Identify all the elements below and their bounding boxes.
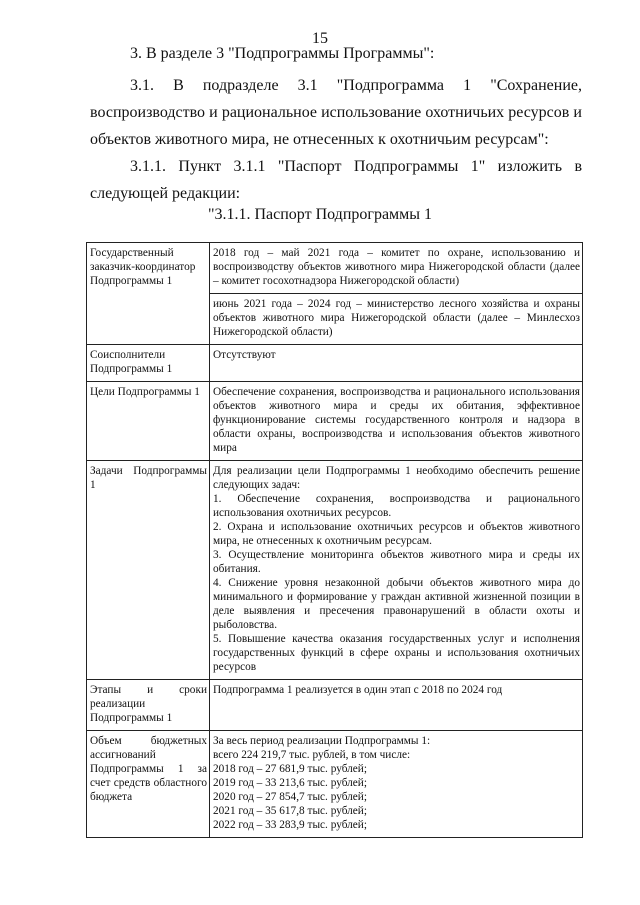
- page-number: 15: [312, 30, 328, 47]
- tasks-value: [210, 461, 583, 680]
- stages-label: Этапы и сроки реализации Подпрограммы 1: [87, 680, 210, 731]
- goals-label: Цели Подпрограммы 1: [87, 382, 210, 461]
- customer-value-1: 2018 год – май 2021 года – комитет по охране, использованию и воспроизводству объектов животного мира Нижегородской области (далее – комитет госохотнадзора Нижегородской области): [210, 243, 583, 294]
- table-row-goals: [87, 382, 583, 461]
- task-item: 3. Осуществление мониторинга объектов животного мира и среды их обитания.: [213, 549, 580, 575]
- table-row-customer: [87, 243, 583, 294]
- task-item: 2. Охрана и использование охотничьих ресурсов и объектов животного мира, не отнесенных к охотничьим ресурсам.: [213, 521, 580, 547]
- table-row-coexecutors: [87, 345, 583, 382]
- passport-table: [86, 242, 583, 838]
- funding-line: 2018 год – 27 681,9 тыс. рублей;: [213, 763, 367, 775]
- funding-value: [210, 731, 583, 838]
- stages-value: Подпрограмма 1 реализуется в один этап с 2018 по 2024 год: [210, 680, 583, 731]
- funding-line: 2019 год – 33 213,6 тыс. рублей;: [213, 777, 367, 789]
- funding-line: 2022 год – 33 283,9 тыс. рублей;: [213, 819, 367, 831]
- tasks-intro: Для реализации цели Подпрограммы 1 необходимо обеспечить решение следующих задач:: [213, 465, 580, 491]
- task-item: 1. Обеспечение сохранения, воспроизводства и рационального использования охотничьих ресурсов.: [213, 493, 580, 519]
- customer-label: Государственный заказчик-координатор Подпрограммы 1: [87, 243, 210, 345]
- task-item: 5. Повышение качества оказания государственных услуг и исполнения государственных функций в сфере охраны и использования охотничьих ресурсов: [213, 633, 580, 673]
- funding-line: 2020 год – 27 854,7 тыс. рублей;: [213, 791, 367, 803]
- table-title: "3.1.1. Паспорт Подпрограммы 1: [207, 206, 433, 223]
- funding-line: всего 224 219,7 тыс. рублей, в том числе:: [213, 749, 411, 761]
- table-row-stages: [87, 680, 583, 731]
- coexecutors-value: Отсутствуют: [210, 345, 583, 382]
- customer-value-2: июнь 2021 года – 2024 год – министерство лесного хозяйства и охраны объектов животного мира Нижегородской области (далее – Минлесхоз Нижегородской области): [210, 294, 583, 345]
- subsection-text: 3.1. В подразделе 3.1 "Подпрограмма 1 "Сохранение, воспроизводство и рациональное использование охотничьих ресурсов и объектов животного мира, не отнесенных к охотничьим ресурсам":: [90, 77, 582, 148]
- table-row-tasks: [87, 461, 583, 680]
- task-item: 4. Снижение уровня незаконной добычи объектов животного мира до минимального и формирование у граждан активной жизненной позиции в деле выявления и пресечения правонарушений в области охоты и рыболовства.: [213, 577, 580, 631]
- funding-line: За весь период реализации Подпрограммы 1:: [213, 735, 431, 747]
- section-heading-paragraph: [90, 40, 582, 67]
- item-text: 3.1.1. Пункт 3.1.1 "Паспорт Подпрограммы 1" изложить в следующей редакции:: [90, 158, 582, 202]
- goals-value: Обеспечение сохранения, воспроизводства и рационального использования объектов животного мира и среды их обитания, эффективное функционирование системы государственного контроля и надзора в области охраны, воспроизводства и использования объектов животного мира: [210, 382, 583, 461]
- table-row-funding: [87, 731, 583, 838]
- section-heading-text: 3. В разделе 3 "Подпрограммы Программы":: [130, 45, 435, 62]
- funding-line: 2021 год – 35 617,8 тыс. рублей;: [213, 805, 367, 817]
- item-paragraph: [90, 153, 582, 207]
- funding-label: Объем бюджетных ассигнований Подпрограммы 1 за счет средств областного бюджета: [87, 731, 210, 838]
- coexecutors-label: Соисполнители Подпрограммы 1: [87, 345, 210, 382]
- tasks-label: Задачи Подпрограммы 1: [87, 461, 210, 680]
- subsection-paragraph: [90, 72, 582, 153]
